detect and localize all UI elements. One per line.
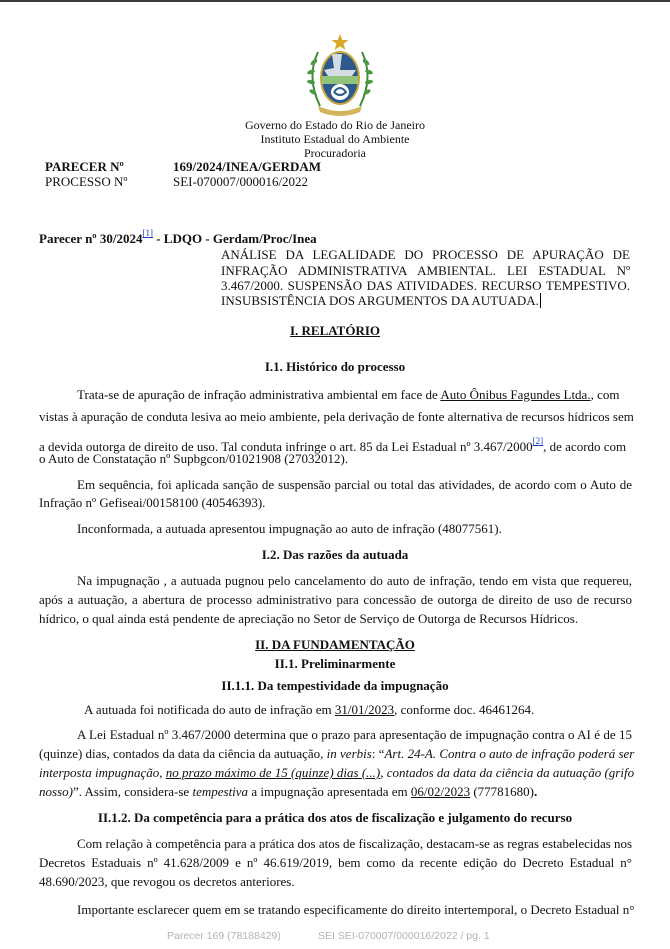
paragraph-1-line-1 bbox=[77, 387, 632, 403]
footer-doc-ref: Parecer 169 (78188429) bbox=[167, 930, 281, 942]
paragraph-5 bbox=[84, 702, 534, 718]
ementa-line-4-text: INSUBSISTÊNCIA DOS ARGUMENTOS DA AUTUADA. bbox=[221, 293, 539, 308]
p6-text: a impugnação apresentada em bbox=[248, 784, 411, 799]
paragraph-7-line-3: 48.690/2023, que revogou os decretos anteriores. bbox=[39, 874, 295, 889]
p6-in-verbis: in verbis bbox=[326, 746, 372, 761]
paragraph-4-line-1: Na impugnação , a autuada pugnou pelo cancelamento do auto de infração, tendo em vista que requereu, bbox=[77, 573, 632, 588]
coat-of-arms-icon bbox=[300, 32, 380, 118]
paragraph-2-line-2: Infração nº Gefiseai/00158100 (40546393). bbox=[39, 495, 266, 510]
processo-label: PROCESSO Nº bbox=[45, 174, 128, 189]
p1-text: Trata-se de apuração de infração administrativa ambiental em face de bbox=[77, 387, 441, 402]
p6-quote: , contados da data da ciência da autuação (grifo bbox=[380, 765, 635, 780]
viewer-top-border bbox=[0, 0, 670, 2]
subsection-heading-preliminarmente: II.1. Preliminarmente bbox=[274, 656, 396, 671]
subsection-heading-razoes: I.2. Das razões da autuada bbox=[261, 547, 409, 562]
p6-quote: interposta impugnação, bbox=[39, 765, 166, 780]
paragraph-1-line-2: vistas à apuração de conduta lesiva ao meio ambiente, pela derivação de fonte alternativa de recursos hídricos sem bbox=[39, 409, 634, 424]
ementa-line-4 bbox=[221, 293, 541, 309]
p5-text: A autuada foi notificada do auto de infração em bbox=[84, 702, 335, 717]
p6-quote: Art. 24-A. Contra o auto de infração poderá ser bbox=[384, 746, 635, 761]
notification-date: 31/01/2023 bbox=[334, 702, 395, 717]
subsection-heading-historico: I.1. Histórico do processo bbox=[264, 359, 406, 374]
section-heading-relatorio-text: I. RELATÓRIO bbox=[289, 323, 381, 338]
processo-number: SEI-070007/000016/2022 bbox=[173, 174, 309, 189]
paragraph-1-line-4: o Auto de Constatação nº Supbgcon/01021908 (27032012). bbox=[39, 451, 349, 466]
section-heading-fundamentacao-text: II. DA FUNDAMENTAÇÃO bbox=[255, 637, 415, 652]
section-heading-relatorio bbox=[0, 323, 670, 339]
parecer-number: 169/2024/INEA/GERDAM bbox=[173, 159, 322, 174]
subsection-heading-competencia: II.1.2. Da competência para a prática dos atos de fiscalização e julgamento do recurso bbox=[97, 810, 573, 825]
paragraph-6-line-2 bbox=[39, 746, 635, 762]
p6-text: (77781680) bbox=[470, 784, 535, 799]
org-line-department: Procuradoria bbox=[304, 146, 366, 160]
footer-page-ref: SEI SEI-070007/000016/2022 / pg. 1 bbox=[318, 930, 490, 942]
paragraph-6-line-1: A Lei Estadual nº 3.467/2000 determina que o prazo para apresentação de impugnação contra o AI é de 15 bbox=[77, 727, 632, 742]
paragraph-7-line-2: Decretos Estaduais nº 41.628/2009 e nº 46.619/2019, bem como da recente edição do Decreto Estadual n° bbox=[39, 855, 632, 870]
paragraph-7-line-1: Com relação à competência para a prática dos atos de fiscalização, destacam-se as regras estabelecidas nos bbox=[77, 836, 633, 851]
title-suffix: - LDQO - Gerdam/Proc/Inea bbox=[152, 231, 317, 246]
parecer-label: PARECER Nº bbox=[45, 159, 124, 174]
document-title bbox=[39, 225, 317, 247]
p6-text: ”. Assim, considera-se bbox=[72, 784, 193, 799]
p1-text: , de acordo com bbox=[543, 439, 627, 454]
subsection-heading-tempestividade: II.1.1. Da tempestividade da impugnação bbox=[221, 678, 449, 693]
impugnation-date: 06/02/2023 bbox=[410, 784, 471, 799]
p6-text: . bbox=[534, 784, 538, 799]
footnote-link-1[interactable]: [1] bbox=[142, 228, 153, 238]
ementa-line-1: ANÁLISE DA LEGALIDADE DO PROCESSO DE APURAÇÃO DE bbox=[221, 247, 630, 262]
company-name: Auto Ônibus Fagundes Ltda. bbox=[440, 387, 591, 402]
p1-text: , com bbox=[590, 387, 620, 402]
paragraph-8: Importante esclarecer quem em se tratando especificamente do direito intertemporal, o Decreto Estadual n° bbox=[77, 902, 635, 917]
paragraph-4-line-2: após a autuação, a abertura de processo administrativo para concessão de outorga de direito de uso de recurso bbox=[39, 592, 632, 607]
p5-text: , conforme doc. 46461264. bbox=[394, 702, 535, 717]
paragraph-4-line-3: hídrico, o qual ainda está pendente de apreciação no Setor de Serviço de Outorga de Recursos Hídricos. bbox=[39, 611, 579, 626]
paragraph-3: Inconformada, a autuada apresentou impugnação ao auto de infração (48077561). bbox=[77, 521, 502, 536]
p6-tempestiva: tempestiva bbox=[192, 784, 249, 799]
ementa-line-2: INFRAÇÃO ADMINISTRATIVA AMBIENTAL. LEI ESTADUAL Nº bbox=[221, 263, 630, 278]
p1-text: a devida outorga de direito de uso. Tal conduta infringe o art. 85 da Lei Estadual nº 3.467/2000 bbox=[39, 439, 533, 454]
paragraph-6-line-4 bbox=[39, 784, 537, 800]
paragraph-2-line-1: Em sequência, foi aplicada sanção de suspensão parcial ou total das atividades, de acordo com o Auto de bbox=[77, 477, 632, 492]
p6-quote: nosso) bbox=[39, 784, 73, 799]
section-heading-fundamentacao bbox=[0, 637, 670, 653]
p6-text: : “ bbox=[371, 746, 385, 761]
ementa-line-3: 3.467/2000. SUSPENSÃO DAS ATIVIDADES. RECURSO TEMPESTIVO. bbox=[221, 278, 630, 293]
org-line-government: Governo do Estado do Rio de Janeiro bbox=[245, 118, 425, 132]
org-line-institute: Instituto Estadual do Ambiente bbox=[260, 132, 410, 146]
footnote-link-2[interactable]: [2] bbox=[532, 436, 544, 446]
paragraph-6-line-3 bbox=[39, 765, 635, 781]
p6-quote-underlined: no prazo máximo de 15 (quinze) dias (...) bbox=[165, 765, 381, 780]
p6-text: (quinze) dias, contados da data da ciência da autuação, bbox=[39, 746, 327, 761]
title-prefix: Parecer nº 30/2024 bbox=[39, 231, 143, 246]
text-cursor bbox=[540, 293, 541, 308]
